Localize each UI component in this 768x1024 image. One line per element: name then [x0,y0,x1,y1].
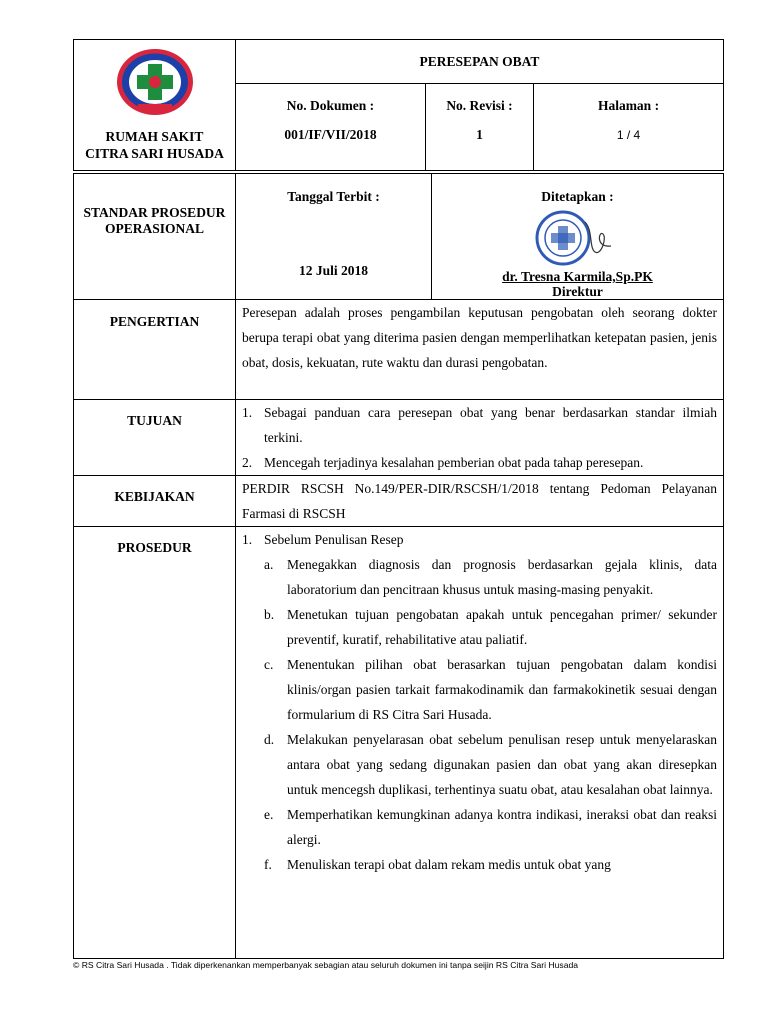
ditetapkan-cell [432,174,724,300]
halaman-value: 1 / 4 [616,128,641,142]
hospital-name-line1: RUMAH SAKIT [105,129,204,144]
list-item-letter: a. [264,557,274,572]
signer-title: Direktur [552,284,603,299]
official-stamp-signature [523,208,633,268]
list-item-number: 1. [242,405,253,420]
document-title: PERESEPAN OBAT [236,40,724,84]
signer-name: dr. Tresna Karmila,Sp.PK [502,269,653,284]
list-item [242,400,717,450]
list-item-text: Sebelum Penulisan Resep [264,532,404,547]
hospital-identity-cell [74,40,236,171]
list-item [264,552,717,602]
list-item-number: 2. [242,455,253,470]
ditetapkan-label: Ditetapkan : [541,189,614,204]
kebijakan-label: KEBIJAKAN [114,489,195,504]
list-item-text: Sebagai panduan cara peresepan obat yang benar berdasarkan standar ilmiah terkini. [264,405,717,445]
kebijakan-text: PERDIR RSCSH No.149/PER-DIR/RSCSH/1/2018 tentang Pedoman Pelayanan Farmasi di RSCSH [236,476,724,527]
no-revisi-cell [426,84,534,171]
pengertian-label-cell [74,300,236,400]
list-item-letter: f. [264,857,272,872]
tanggal-terbit-label: Tanggal Terbit : [287,189,380,204]
kebijakan-label-cell [74,476,236,527]
list-item-text: Mencegah terjadinya kesalahan pemberian obat pada tahap peresepan. [264,455,644,470]
document-header [73,39,724,171]
list-item-text: Menuliskan terapi obat dalam rekam medis untuk obat yang [287,857,611,872]
tujuan-label-cell [74,400,236,476]
list-item-letter: e. [264,807,274,822]
list-item [242,450,717,475]
tujuan-list [236,400,724,476]
list-item-text: Menegakkan diagnosis dan prognosis berdasarkan gejala klinis, data laboratorium dan pencitraan khusus untuk masing-masing penyakit. [287,557,717,597]
no-dokumen-cell [236,84,426,171]
list-item [264,652,717,727]
sop-title-cell [74,174,236,300]
tanggal-terbit-cell [236,174,432,300]
prosedur-list [236,527,724,959]
pengertian-label: PENGERTIAN [109,314,200,329]
list-item-text: Menetukan tujuan pengobatan apakah untuk pencegahan primer/ sekunder preventif, kuratif, rehabilitative atau paliatif. [287,607,717,647]
sop-body-table [73,173,724,959]
sop-title-line1: STANDAR PROSEDUR [83,205,226,220]
prosedur-label-cell [74,527,236,959]
no-revisi-label: No. Revisi : [446,98,513,113]
list-item-letter: c. [264,657,274,672]
tujuan-label: TUJUAN [127,413,182,428]
list-item [264,602,717,652]
halaman-label: Halaman : [597,98,660,113]
no-dokumen-label: No. Dokumen : [286,98,375,113]
hospital-name-line2: CITRA SARI HUSADA [85,146,224,161]
hospital-logo [114,46,196,118]
list-item [242,527,717,552]
list-item-text: Memperhatikan kemungkinan adanya kontra indikasi, ineraksi obat dan reaksi alergi. [287,807,717,847]
list-item-text: Melakukan penyelarasan obat sebelum penulisan resep untuk menyelaraskan antara obat yang sedang digunakan pasien dan obat yang akan diresepkan untuk mencegsh duplikasi, terhentinya suatu obat, atau kesalahan obat lainnya. [287,732,717,797]
no-dokumen-value: 001/IF/VII/2018 [284,127,377,142]
copyright-footer: © RS Citra Sari Husada . Tidak diperkenankan memperbanyak sebagian atau seluruh dokumen ini tanpa seijin RS Citra Sari Husada [73,960,579,970]
list-item-number: 1. [242,532,253,547]
halaman-cell [534,84,724,171]
no-revisi-value: 1 [476,127,483,142]
list-item-letter: b. [264,607,275,622]
list-item [264,727,717,802]
list-item [264,802,717,852]
pengertian-text: Peresepan adalah proses pengambilan keputusan pengobatan oleh seorang dokter berupa terapi obat yang diterima pasien dengan memperlihatkan ketepatan pasien, jenis obat, dosis, kekuatan, rute waktu dan durasi pengobatan. [236,300,724,400]
list-item-letter: d. [264,732,275,747]
tanggal-terbit-value: 12 Juli 2018 [298,263,368,278]
list-item-text: Menentukan pilihan obat berasarkan tujuan pengobatan dalam kondisi klinis/organ pasien tarkait farmakodinamik dan farmakokinetik sesuai dengan formularium di RS Citra Sari Husada. [287,657,717,722]
prosedur-label: PROSEDUR [117,540,192,555]
sop-title-line2: OPERASIONAL [104,221,204,236]
list-item [264,852,717,877]
